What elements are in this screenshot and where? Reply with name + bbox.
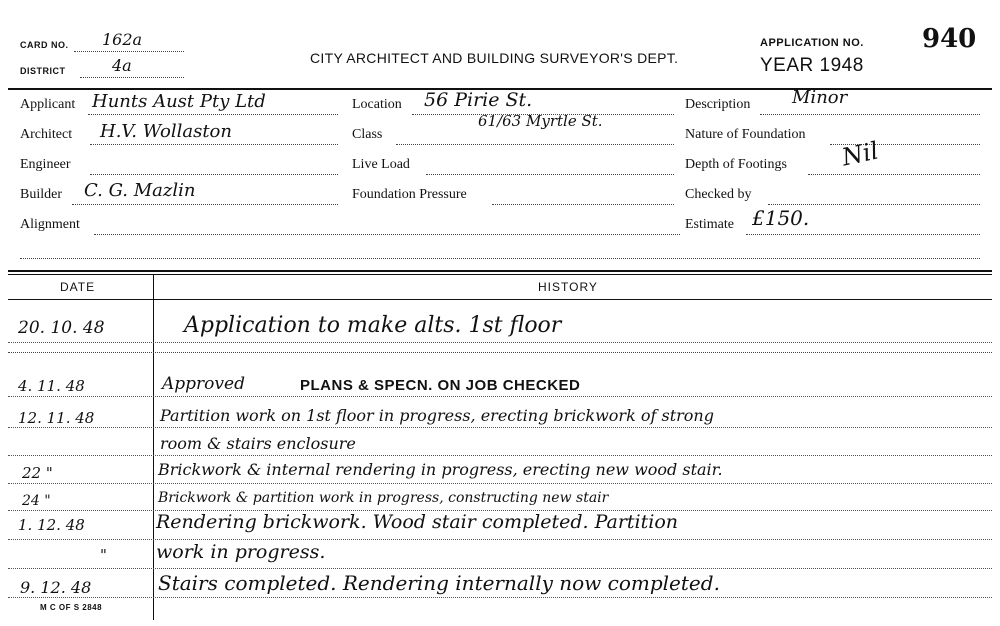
history-text: room & stairs enclosure [160, 434, 356, 453]
live-load-label: Live Load [352, 157, 410, 172]
location-label: Location [352, 97, 402, 112]
application-no-value: 940 [922, 24, 977, 54]
card-no-value: 162a [102, 30, 143, 49]
history-row-line [8, 597, 992, 598]
history-date: 20. 10. 48 [18, 318, 105, 338]
builder-label: Builder [20, 187, 62, 202]
history-row-line [8, 396, 992, 397]
alignment-label: Alignment [20, 217, 80, 232]
history-header-rule [8, 299, 992, 300]
applicant-label: Applicant [20, 97, 76, 112]
engineer-label: Engineer [20, 157, 71, 172]
card-no-label: CARD NO. [20, 40, 69, 50]
district-line [80, 77, 184, 78]
form-code: M C OF S 2848 [40, 603, 103, 612]
checked-line [768, 204, 980, 205]
card-no-line [74, 51, 184, 52]
nature-label: Nature of Foundation [685, 127, 806, 142]
history-row-line [8, 342, 992, 343]
history-text: Application to make alts. 1st floor [184, 313, 562, 338]
depth-label: Depth of Footings [685, 157, 787, 172]
description-line [760, 114, 980, 115]
applicant-value: Hunts Aust Pty Ltd [92, 91, 266, 112]
history-row-line [8, 483, 992, 484]
history-text: Approved [162, 374, 245, 394]
district-value: 4a [112, 56, 132, 75]
location-value: 56 Pirie St. [424, 89, 533, 111]
history-text: Stairs completed. Rendering internally now completed. [158, 571, 720, 595]
estimate-line [746, 234, 980, 235]
history-date: 4. 11. 48 [18, 377, 85, 395]
history-date: 12. 11. 48 [18, 409, 95, 427]
history-rule-top [8, 270, 992, 272]
builder-value: C. G. Mazlin [84, 180, 196, 201]
history-text: Brickwork & internal rendering in progress, erecting new wood stair. [158, 460, 723, 479]
history-blank-line [8, 352, 992, 353]
live-load-line [426, 174, 674, 175]
location-value-2: 61/63 Myrtle St. [478, 112, 603, 130]
description-value: Minor [792, 87, 848, 108]
history-rule-top-2 [8, 274, 992, 275]
application-no-label: APPLICATION NO. [760, 37, 864, 49]
history-header: HISTORY [538, 280, 598, 294]
engineer-line [90, 174, 338, 175]
builder-line [72, 204, 338, 205]
history-date: 1. 12. 48 [18, 516, 85, 534]
history-row-line [8, 539, 992, 540]
depth-value: Nil [839, 136, 881, 172]
history-text: Partition work on 1st floor in progress, erecting brickwork of strong [160, 406, 714, 425]
history-row-line [8, 455, 992, 456]
alignment-line [94, 234, 680, 235]
year-label: YEAR 1948 [760, 55, 864, 76]
date-header: DATE [60, 280, 96, 294]
history-row-line [8, 427, 992, 428]
class-line [396, 144, 674, 145]
applicant-line [88, 114, 338, 115]
estimate-value: £150. [752, 206, 810, 230]
depth-line [808, 174, 980, 175]
dept-title: CITY ARCHITECT AND BUILDING SURVEYOR'S DEPT. [310, 50, 679, 66]
history-date: " [100, 546, 107, 564]
architect-line [90, 144, 338, 145]
architect-value: H.V. Wollaston [100, 121, 232, 142]
estimate-label: Estimate [685, 217, 734, 232]
history-text: Rendering brickwork. Wood stair completed. Partition [156, 511, 679, 533]
foundation-pressure-label: Foundation Pressure [352, 187, 467, 202]
district-label: DISTRICT [20, 66, 66, 76]
history-date: 24 " [22, 493, 51, 509]
history-row-line [8, 568, 992, 569]
spare-line [20, 258, 980, 259]
checked-label: Checked by [685, 187, 752, 202]
approval-stamp: PLANS & SPECN. ON JOB CHECKED [300, 377, 581, 394]
history-date: 9. 12. 48 [20, 578, 92, 597]
history-text: Brickwork & partition work in progress, constructing new stair [158, 490, 609, 506]
class-label: Class [352, 127, 383, 142]
history-text: work in progress. [156, 541, 326, 563]
architect-label: Architect [20, 127, 73, 142]
history-date: 22 " [22, 464, 53, 482]
foundation-pressure-line [492, 204, 674, 205]
description-label: Description [685, 97, 751, 112]
